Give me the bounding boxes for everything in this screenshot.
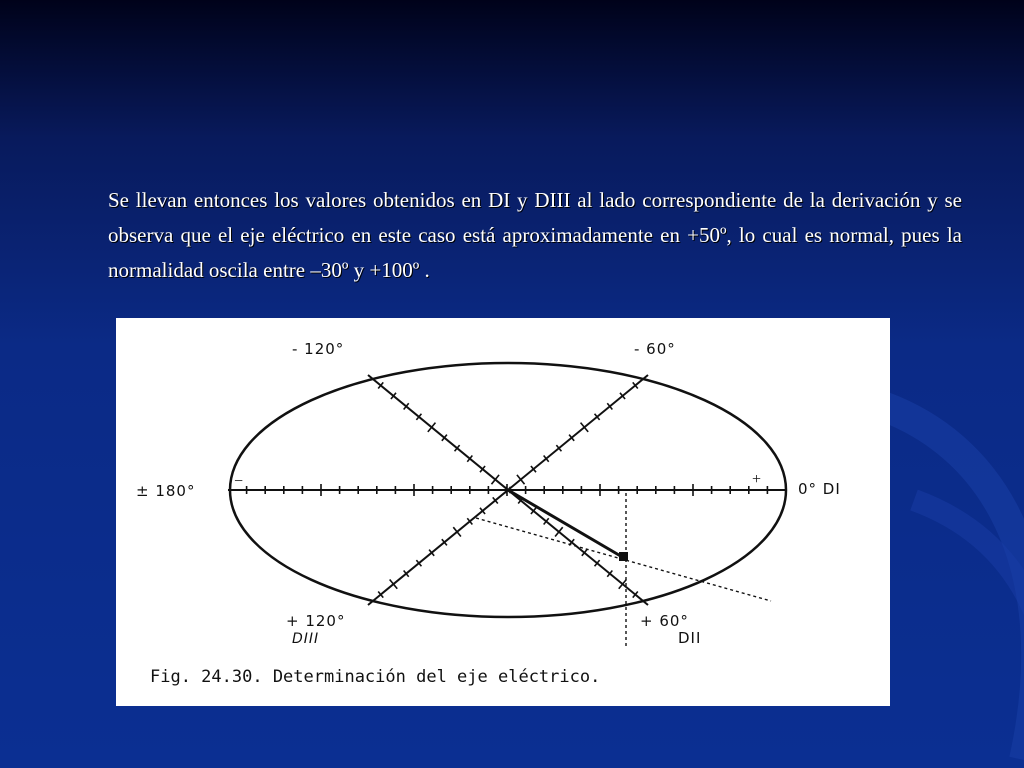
result-vector [508,490,624,558]
result-point [619,552,628,561]
axis-end-mark-plus: + [752,471,762,488]
label-plus-120: + 120° [286,612,346,630]
label-minus-60: - 60° [634,340,676,358]
label-plus-60: + 60° [640,612,689,630]
figure-panel [116,318,890,706]
label-diii: DIII [292,631,320,647]
slide-body-text: Se llevan entonces los valores obtenidos en DI y DIII al lado correspondiente de la derivación y se observa que el eje eléctrico en este caso está aproximadamente en +50º, lo cual es normal, pues la normalidad oscila entre –30º y +100º . [108,188,962,282]
label-plus-180: ± 180° [136,482,196,500]
figure-caption: Fig. 24.30. Determinación del eje eléctrico. [150,667,601,687]
label-minus-120: - 120° [292,340,345,358]
label-zero-di: 0° DI [798,480,841,498]
axis-end-mark-minus: − [234,473,244,490]
axes-group [228,363,786,617]
label-dii: DII [678,629,702,647]
hexaxial-diagram [116,318,890,706]
